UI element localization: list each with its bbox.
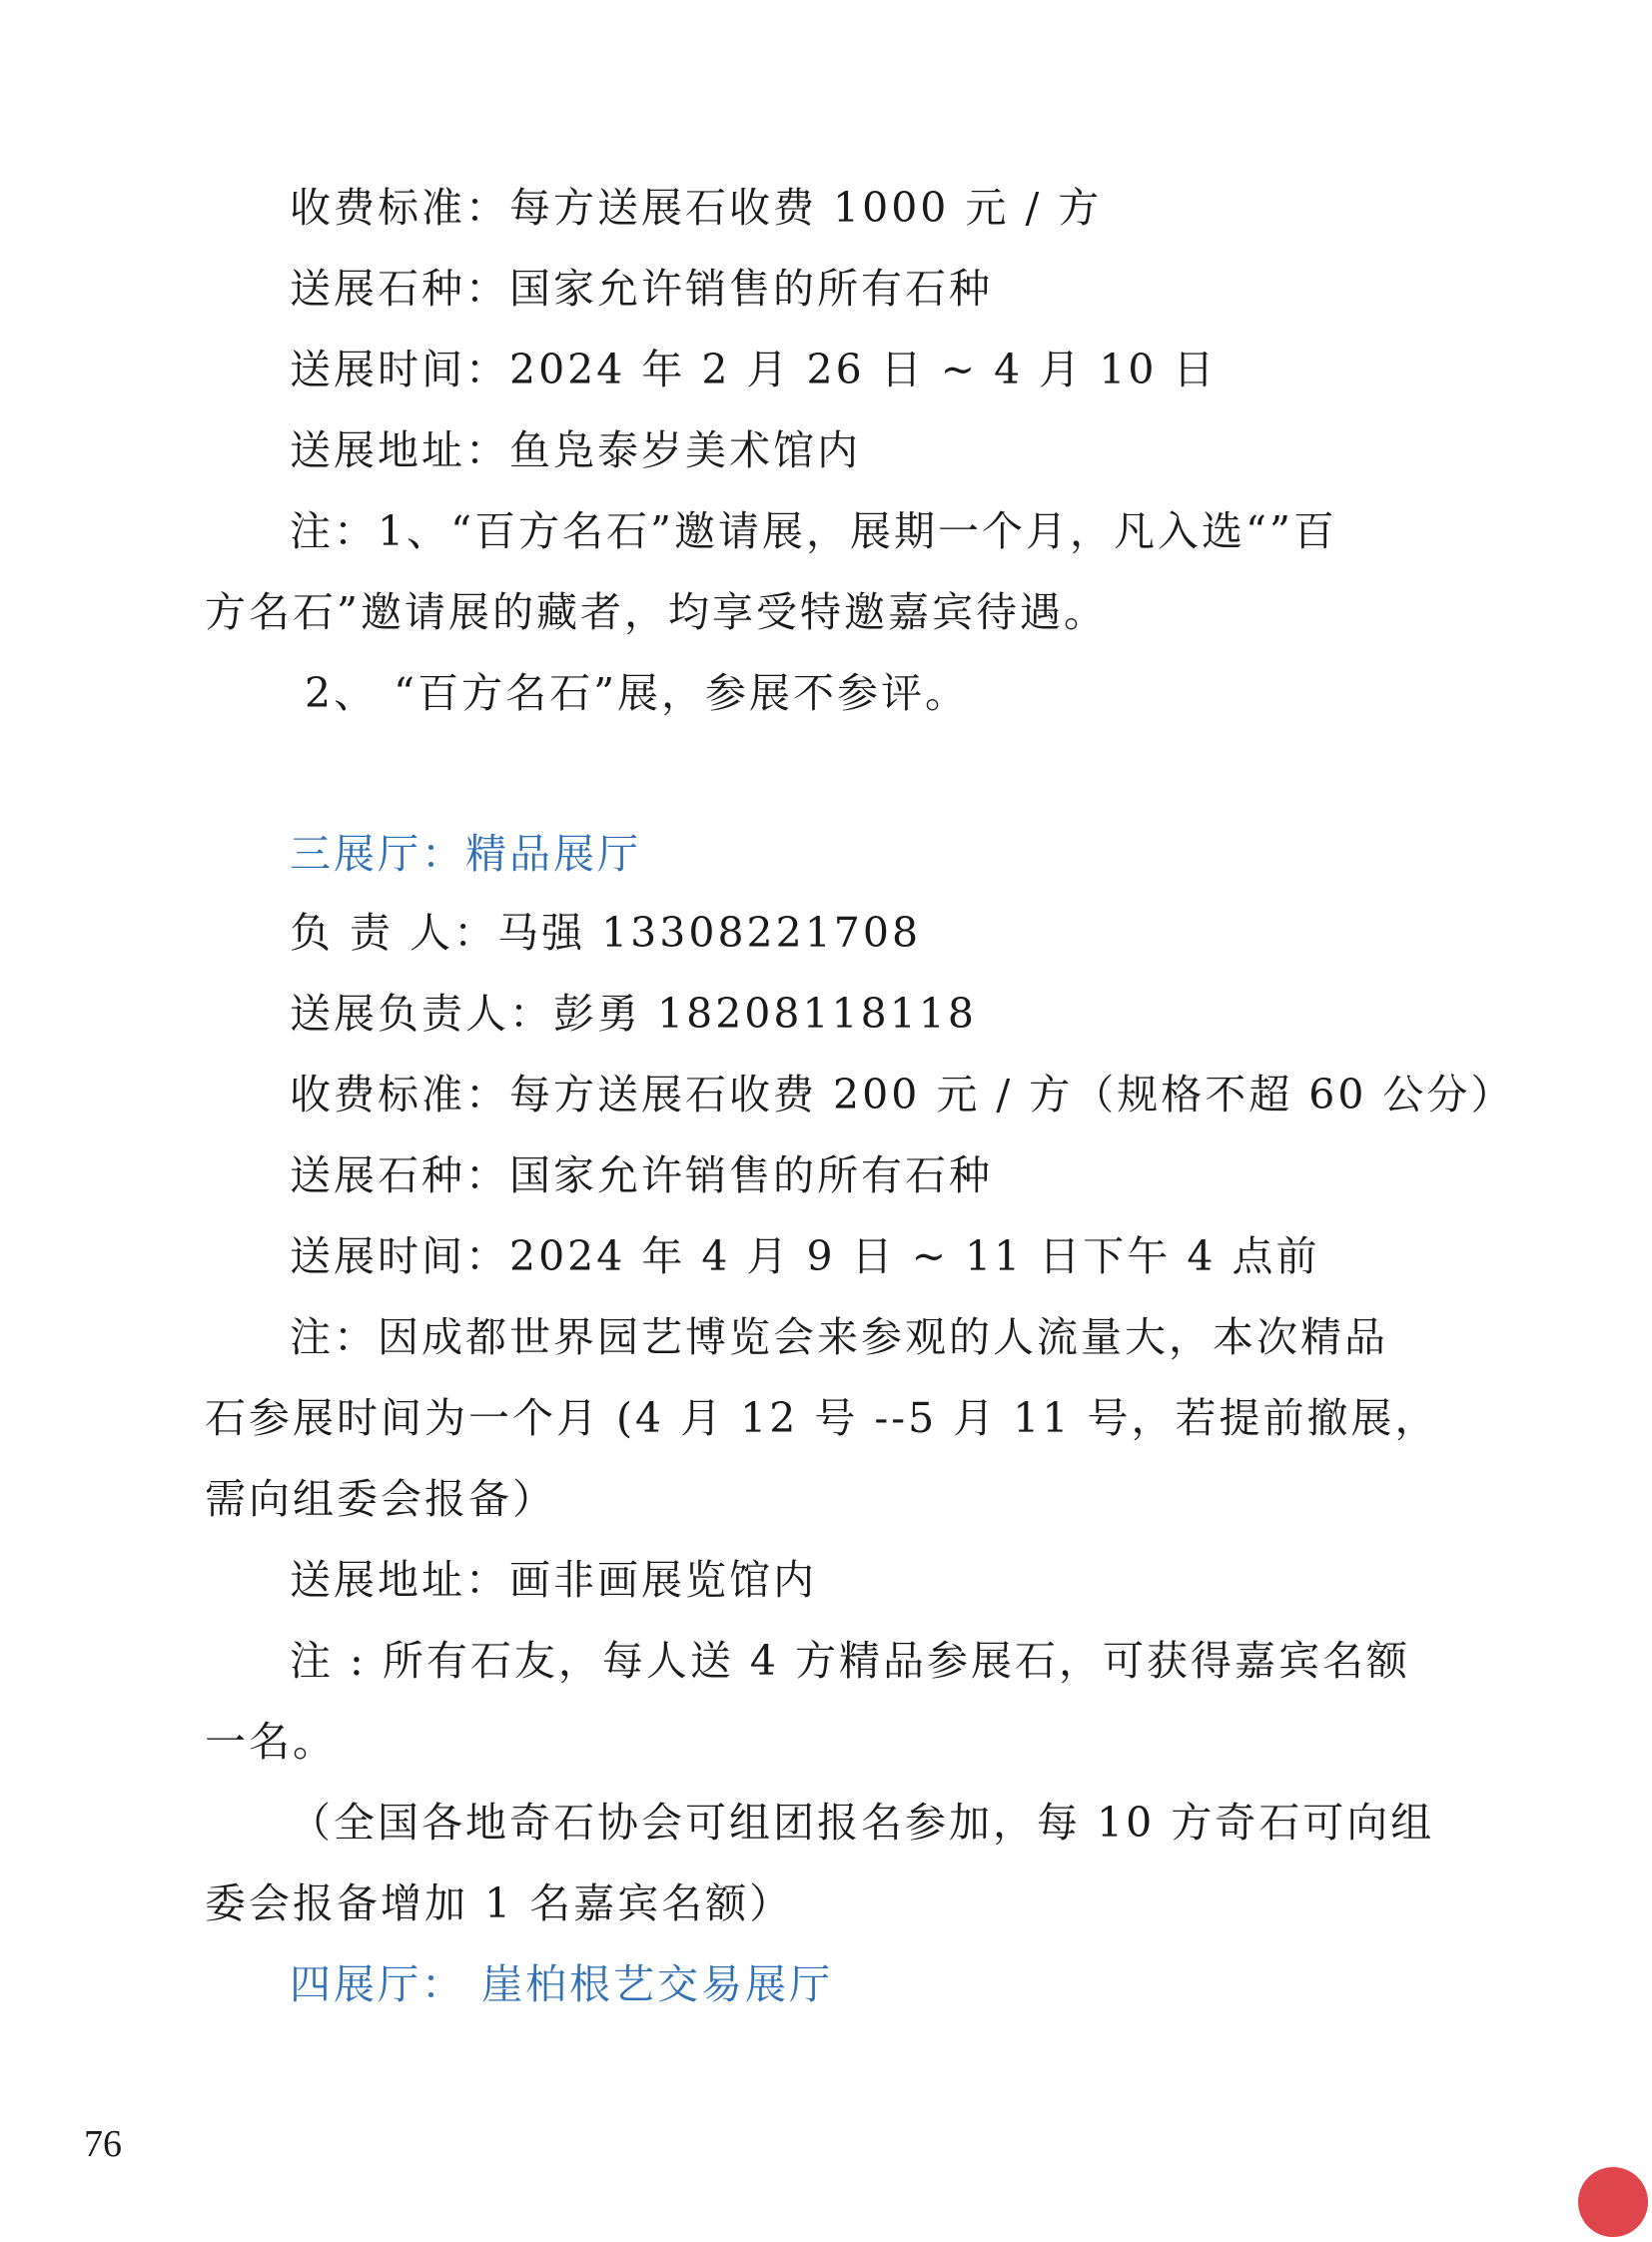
person-in-charge-line: 负 责 人：马强 13308221708 bbox=[290, 909, 922, 957]
fee-standard-line: 收费标准：每方送展石收费 1000 元 / 方 bbox=[290, 184, 1103, 232]
association-note-line: （全国各地奇石协会可组团报名参加，每 10 方奇石可向组 bbox=[290, 1799, 1435, 1847]
stone-type-line-2: 送展石种：国家允许销售的所有石种 bbox=[290, 1151, 993, 1199]
guest-note-line: 注 : 所有石友，每人送 4 方精品参展石，可获得嘉宾名额 bbox=[290, 1637, 1411, 1685]
note-item-2-line: 2、 “百方名石”展，参展不参评。 bbox=[305, 669, 970, 717]
submission-time-line: 送展时间：2024 年 2 月 26 日 ~ 4 月 10 日 bbox=[290, 346, 1218, 393]
submission-contact-line: 送展负责人：彭勇 18208118118 bbox=[290, 990, 977, 1038]
note-line-2-continuation: 石参展时间为一个月 (4 月 12 号 --5 月 11 号，若提前撤展， bbox=[205, 1394, 1439, 1442]
note-line: 注：1、“百方名石”邀请展，展期一个月，凡入选“”百 bbox=[290, 507, 1337, 555]
hall-four-heading: 四展厅： 崖柏根艺交易展厅 bbox=[290, 1960, 834, 2008]
submission-address-line-2: 送展地址：画非画展览馆内 bbox=[290, 1556, 817, 1604]
association-note-continuation: 委会报备增加 1 名嘉宾名额） bbox=[205, 1879, 794, 1927]
hall-three-heading: 三展厅：精品展厅 bbox=[290, 830, 641, 878]
page-number: 76 bbox=[84, 2123, 122, 2165]
note-continuation-line: 方名石”邀请展的藏者，均享受特邀嘉宾待遇。 bbox=[205, 588, 1108, 636]
stone-type-line: 送展石种：国家允许销售的所有石种 bbox=[290, 265, 993, 313]
watermark-seal-icon bbox=[1578, 2167, 1648, 2237]
submission-time-line-2: 送展时间：2024 年 4 月 9 日 ~ 11 日下午 4 点前 bbox=[290, 1232, 1320, 1280]
note-line-2: 注：因成都世界园艺博览会来参观的人流量大，本次精品 bbox=[290, 1313, 1388, 1361]
note-line-2-end: 需向组委会报备） bbox=[205, 1475, 556, 1523]
fee-standard-line-2: 收费标准：每方送展石收费 200 元 / 方（规格不超 60 公分） bbox=[290, 1071, 1515, 1119]
submission-address-line: 送展地址：鱼凫泰岁美术馆内 bbox=[290, 426, 861, 474]
guest-note-continuation: 一名。 bbox=[205, 1718, 337, 1766]
